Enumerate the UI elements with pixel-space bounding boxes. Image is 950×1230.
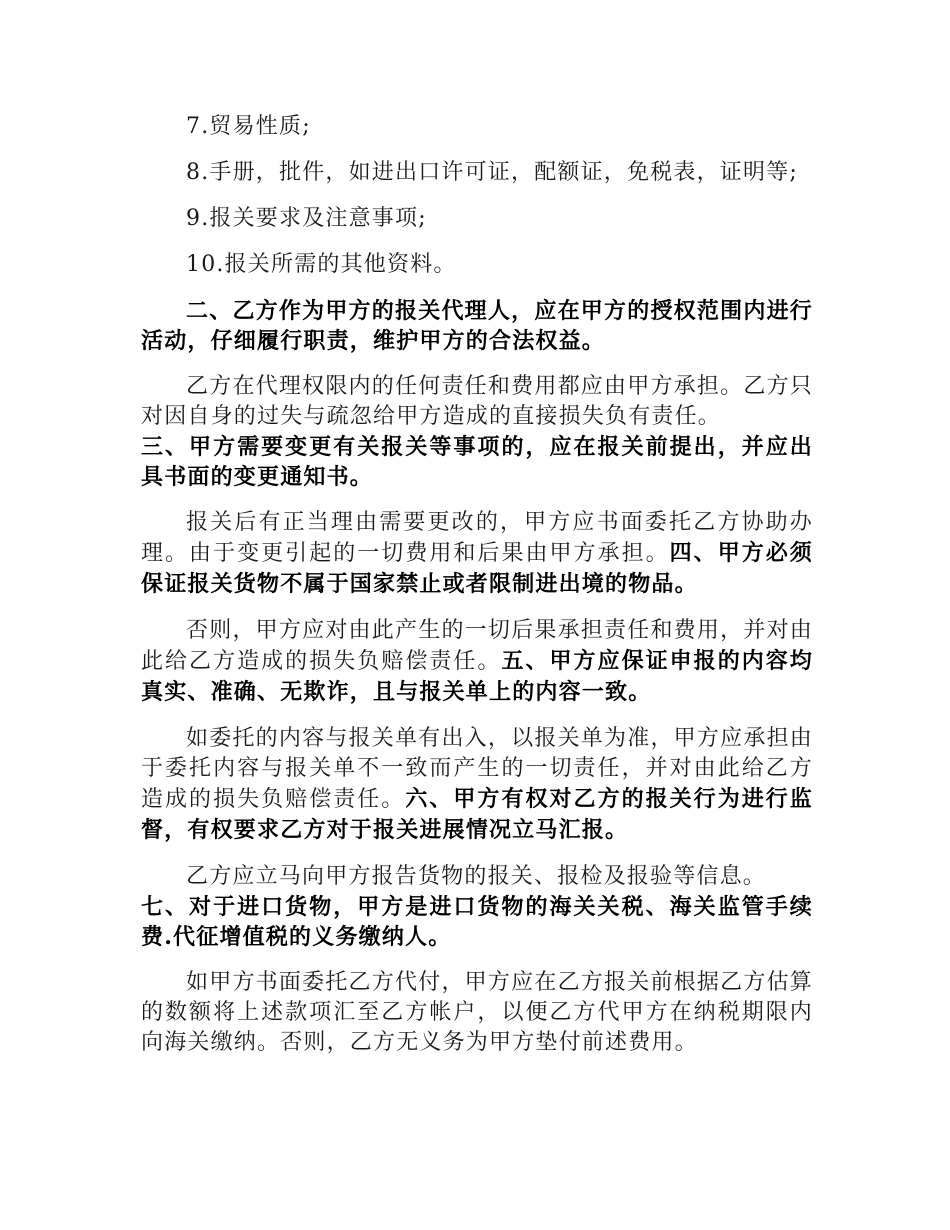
- clause-4-paragraph: [141, 616, 813, 708]
- clause-7-body: 如甲方书面委托乙方代付，甲方应在乙方报关前根据乙方估算的数额将上述款项汇至乙方帐户，以便乙方代甲方在纳税期限内向海关缴纳。否则，乙方无义务为甲方垫付前述费用。: [141, 970, 813, 1055]
- list-item: 7.贸易性质;: [186, 114, 311, 139]
- clause-6-body: 乙方应立马向甲方报告货物的报关、报检及报验等信息。: [186, 864, 767, 889]
- clause-3-body: 报关后有正当理由需要更改的，甲方应书面委托乙方协助办理。由于变更引起的一切费用和后果由甲方承担。: [141, 510, 813, 566]
- clause-2-heading: 二、乙方作为甲方的报关代理人，应在甲方的授权范围内进行活动，仔细履行职责，维护甲方的合法权益。: [141, 298, 813, 354]
- clause-3-paragraph: [141, 508, 813, 600]
- clause-3-heading: 三、甲方需要变更有关报关等事项的，应在报关前提出，并应出具书面的变更通知书。: [141, 434, 813, 490]
- list-item: 9.报关要求及注意事项;: [186, 206, 427, 231]
- clause-5-body: 如委托的内容与报关单有出入，以报关单为准，甲方应承担由于委托内容与报关单不一致而产生的一切责任，并对由此给乙方造成的损失负赔偿责任。: [141, 726, 813, 812]
- clause-5-paragraph: [141, 724, 813, 846]
- document-page: [141, 112, 813, 1074]
- clause-4-heading: 四、甲方必须保证报关货物不属于国家禁止或者限制进出境的物品。: [141, 540, 814, 597]
- list-item: 10.报关所需的其他资料。: [186, 252, 457, 277]
- clause-4-body: 否则，甲方应对由此产生的一切后果承担责任和费用，并对由此给乙方造成的损失负赔偿责任。: [141, 618, 813, 674]
- clause-7-heading: 七、对于进口货物，甲方是进口货物的海关关税、海关监管手续费.代征增值税的义务缴纳人。: [141, 894, 813, 950]
- list-item: 8.手册，批件，如进出口许可证，配额证，免税表，证明等;: [186, 160, 799, 185]
- clause-5-heading: 五、甲方应保证申报的内容均真实、准确、无欺诈，且与报关单上的内容一致。: [141, 648, 813, 705]
- clause-2-body: 乙方在代理权限内的任何责任和费用都应由甲方承担。乙方只对因自身的过失与疏忽给甲方造成的直接损失负有责任。: [141, 374, 813, 429]
- clause-6-heading: 六、甲方有权对乙方的报关行为进行监督，有权要求乙方对于报关进展情况立马汇报。: [141, 786, 813, 843]
